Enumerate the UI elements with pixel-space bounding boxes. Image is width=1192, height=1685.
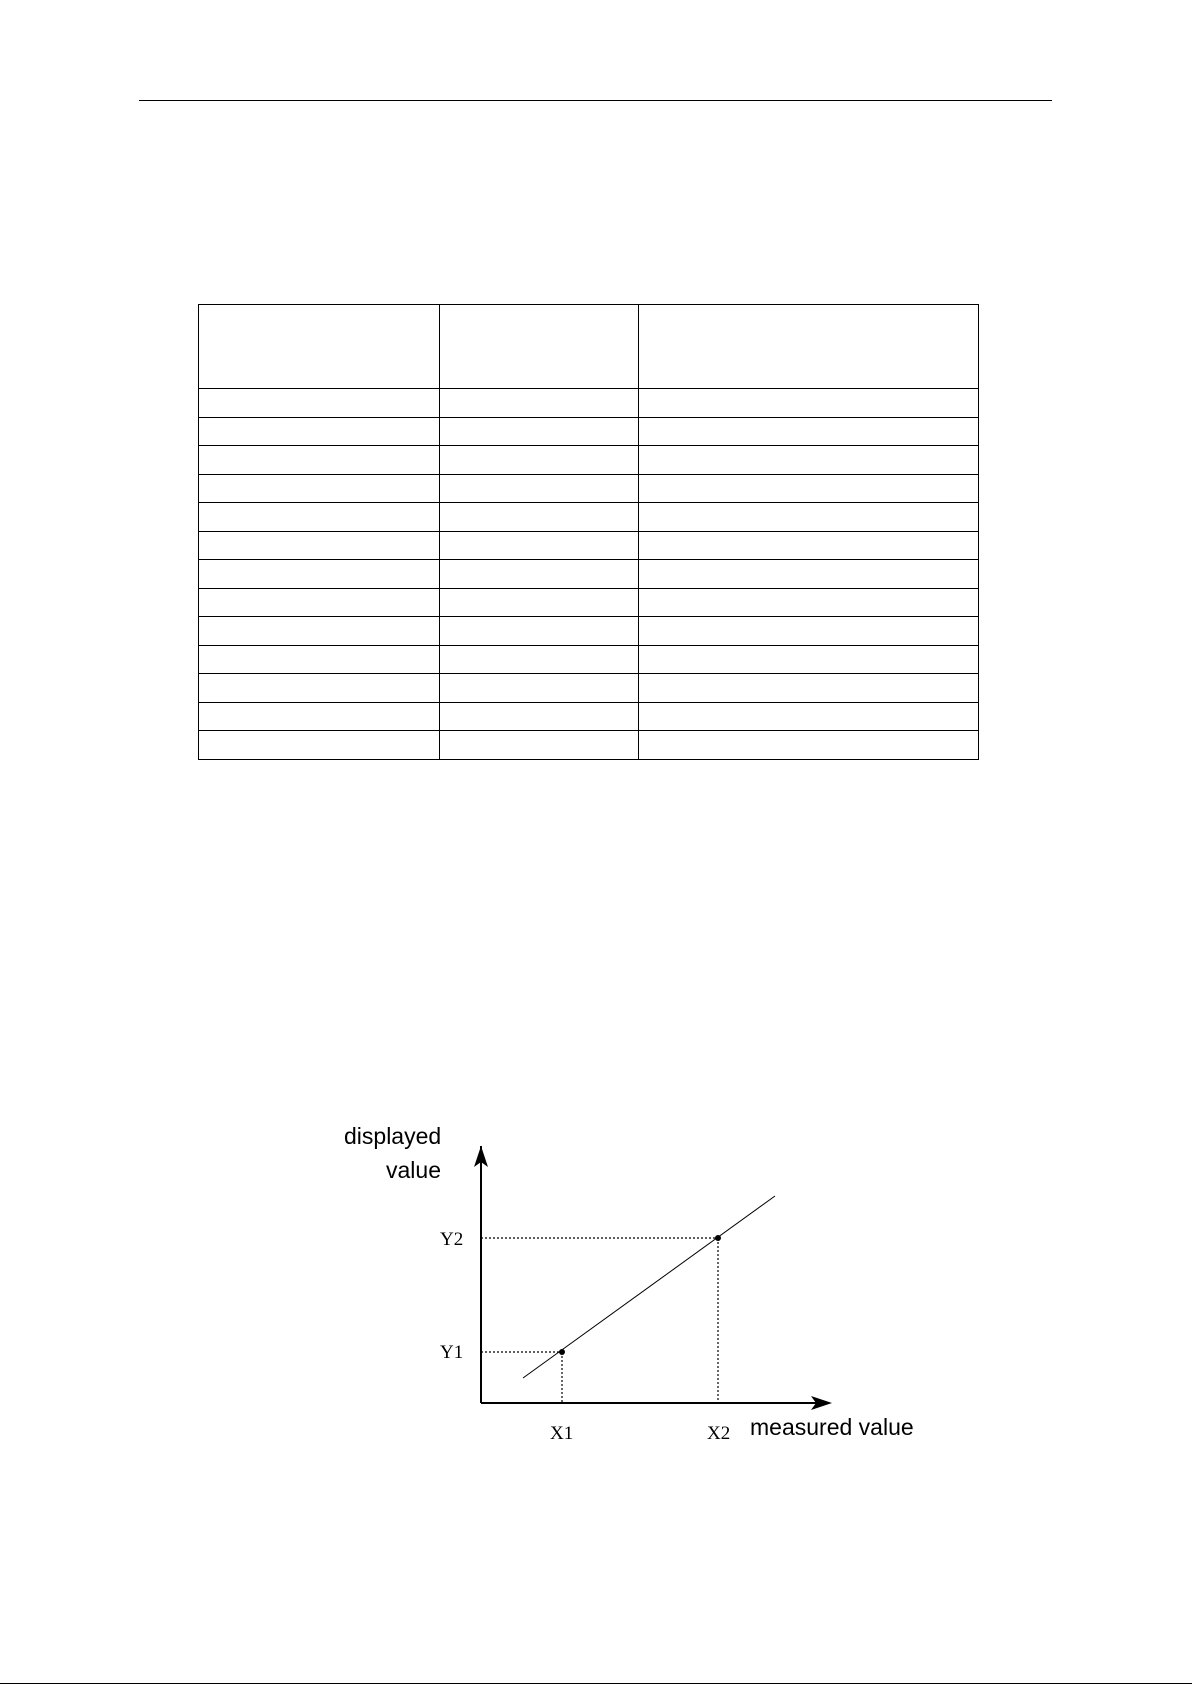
table-cell — [199, 702, 440, 731]
table-cell — [440, 446, 639, 475]
table-cell — [199, 417, 440, 446]
table-cell — [639, 446, 979, 475]
table-row — [199, 417, 979, 446]
table-cell — [440, 560, 639, 589]
table-row — [199, 531, 979, 560]
data-table — [198, 304, 979, 760]
table-row — [199, 702, 979, 731]
table-cell — [440, 503, 639, 532]
y-axis-label-line1: displayed — [344, 1123, 442, 1149]
point-1 — [559, 1349, 565, 1355]
table-cell — [199, 731, 440, 760]
table-cell — [639, 617, 979, 646]
table-row — [199, 588, 979, 617]
x2-tick-label: X2 — [707, 1423, 731, 1444]
table-cell — [639, 588, 979, 617]
header-rule — [139, 100, 1052, 101]
table-cell — [440, 588, 639, 617]
table-cell — [639, 731, 979, 760]
calibration-figure — [320, 1120, 960, 1460]
table-row — [199, 389, 979, 418]
table-body — [199, 305, 979, 760]
table-row — [199, 617, 979, 646]
table-row — [199, 674, 979, 703]
table-cell — [199, 389, 440, 418]
table-cell — [199, 645, 440, 674]
x-axis-label: measured value — [750, 1414, 914, 1440]
table-row — [199, 731, 979, 760]
table-cell — [199, 503, 440, 532]
table-cell — [440, 645, 639, 674]
table-header-cell — [639, 305, 979, 389]
table-row — [199, 645, 979, 674]
table-cell — [440, 531, 639, 560]
table-cell — [440, 389, 639, 418]
table-cell — [639, 560, 979, 589]
table-row — [199, 503, 979, 532]
x1-tick-label: X1 — [550, 1423, 574, 1444]
table-cell — [639, 474, 979, 503]
table-cell — [639, 674, 979, 703]
table-header-cell — [440, 305, 639, 389]
footer-rule — [0, 1683, 1192, 1684]
table-cell — [639, 503, 979, 532]
table-cell — [199, 531, 440, 560]
table-cell — [440, 702, 639, 731]
table-row — [199, 474, 979, 503]
table-cell — [639, 389, 979, 418]
table-header-row — [199, 305, 979, 389]
table-cell — [199, 617, 440, 646]
y-axis-label-line2: value — [386, 1157, 441, 1183]
table-cell — [199, 560, 440, 589]
table-cell — [199, 474, 440, 503]
table-cell — [440, 474, 639, 503]
table-row — [199, 446, 979, 475]
calibration-diagram — [320, 1120, 960, 1460]
table-cell — [440, 417, 639, 446]
table-cell — [199, 446, 440, 475]
y1-tick-label: Y1 — [440, 1342, 464, 1363]
table-row — [199, 560, 979, 589]
table-cell — [639, 702, 979, 731]
table-cell — [440, 674, 639, 703]
table-cell — [639, 417, 979, 446]
y2-tick-label: Y2 — [440, 1229, 464, 1250]
table-cell — [440, 617, 639, 646]
table-header-cell — [199, 305, 440, 389]
table-cell — [199, 588, 440, 617]
table-cell — [639, 531, 979, 560]
table-cell — [199, 674, 440, 703]
table-cell — [440, 731, 639, 760]
table-cell — [639, 645, 979, 674]
point-2 — [715, 1235, 721, 1241]
